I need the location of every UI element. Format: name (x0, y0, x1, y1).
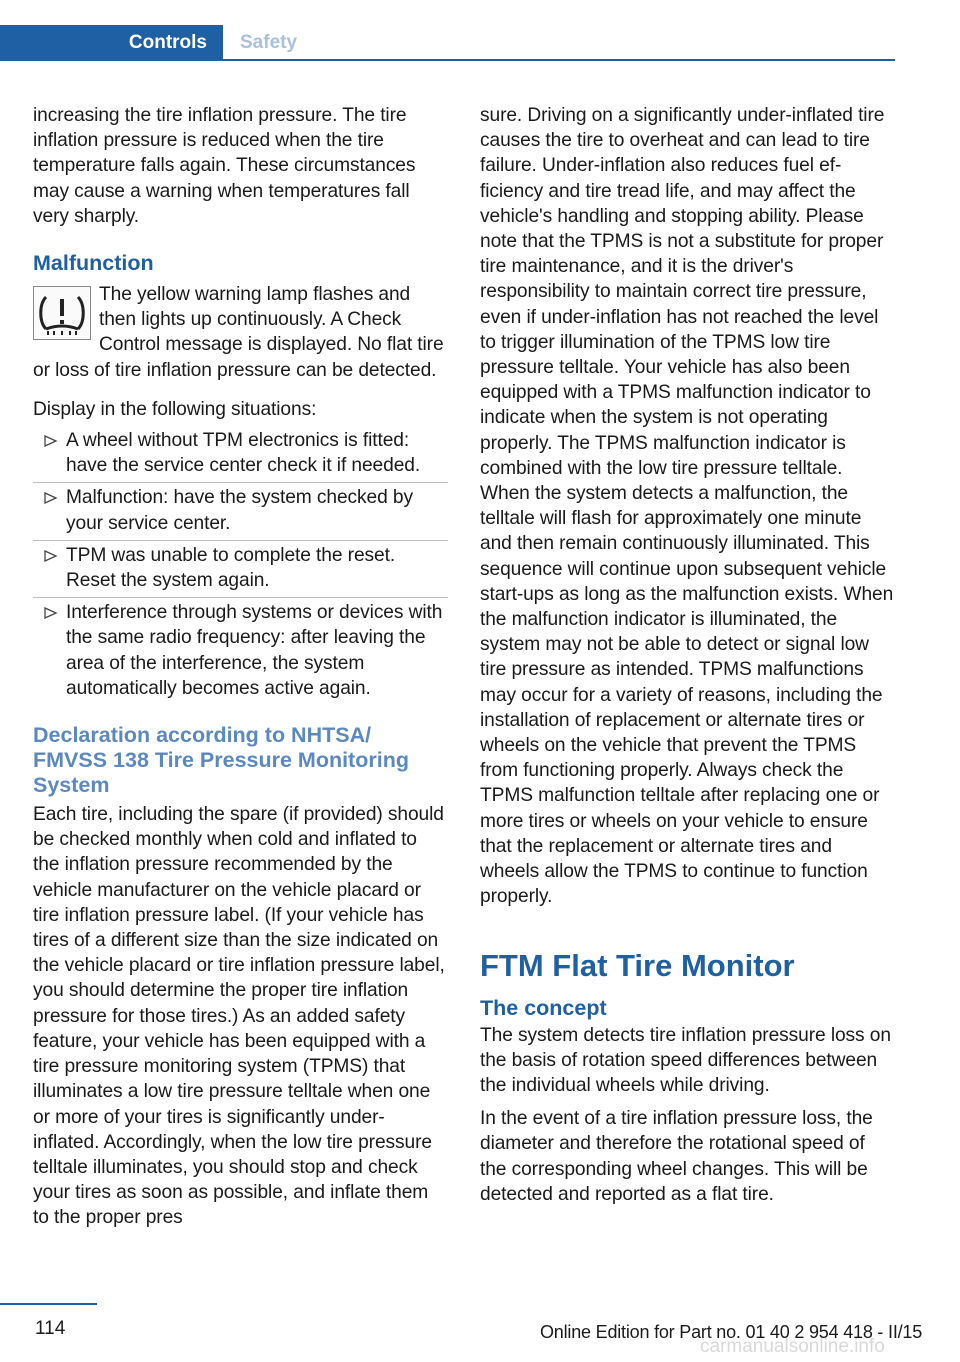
malfunction-text: The yellow warning lamp flashes and then lights up continuously. A Check Control message is displayed. No flat tire or loss of tire inflation pressure can be detected. (33, 284, 444, 381)
declaration-text: Each tire, including the spare (if provided) should be checked monthly when cold and inflated to the inflation pressure recommended by the vehicle manufacturer on the vehicle placard or tire inflation pressure label. (If your vehicle has tires of a different size than the size indicated on the vehicle placard or tire inflation pressure label, you should determine the proper tire inflation pressure for those tires.) As an added safety feature, your vehicle has been equipped with a tire pressure monitoring system (TPMS) that illuminates a low tire pressure telltale when one or more of your tires is significantly under-inflated. Accordingly, when the low tire pressure telltale illuminates, you should stop and check your tires as soon as possible, and inflate them to the proper pres (33, 804, 445, 1229)
concept-heading: The concept (480, 995, 607, 1020)
footer-rule (0, 1303, 97, 1305)
intro-paragraph: increasing the tire inflation pressure. The tire inflation pressure is reduced when the tire temperature falls again. These circumstances may cause a warning when temperatures fall very sharply. (33, 105, 416, 227)
header-bar (0, 25, 895, 61)
list-item: A wheel without TPM electronics is fitted: have the service center check it if needed. (33, 426, 448, 483)
continuation-paragraph: sure. Driving on a significantly under-inflated tire causes the tire to overheat and can lead to tire failure. Under-inflation also reduces fuel efficiency and tire tread life, and may affect the vehicle's handling and stopping ability. Please note that the TPMS is not a substitute for proper tire maintenance, and it is the driver's responsibility to maintain correct tire pressure, even if under-inflation has not reached the level to trigger illumination of the TPMS low tire pressure telltale. Your vehicle has also been equipped with a TPMS malfunction indicator to indicate when the system is not operating properly. The TPMS malfunction indicator is combined with the low tire pressure telltale. When the system detects a malfunction, the telltale will flash for approximately one minute and then remain continuously illuminated. This sequence will continue upon subsequent vehicle start-ups as long as the malfunction exists. When the malfunction indicator is illuminated, the system may not be able to detect or signal low tire pressure as intended. TPMS malfunctions may occur for a variety of reasons, including the installation of replacement or alternate tires or wheels on the vehicle that prevent the TPMS from functioning properly. Always check the TPMS malfunction telltale after replacing one or more tires or wheels on your vehicle to ensure that the replacement or alternate tires and wheels allow the TPMS to continue to function properly. (480, 105, 894, 908)
tab-safety[interactable]: Safety (240, 32, 298, 53)
ftm-heading: FTM Flat Tire Monitor (480, 947, 795, 983)
display-intro: Display in the following situations: (33, 398, 317, 420)
declaration-heading: Declaration according to NHTSA/ FMVSS 138 Tire Pressure Monitoring System (33, 723, 409, 798)
concept-text-1: The system detects tire inflation pressure loss on the basis of rotation speed differences between the individual wheels while driving. (480, 1024, 891, 1096)
page-number: 114 (35, 1318, 66, 1339)
list-item: Malfunction: have the system checked by your service center. (33, 483, 448, 540)
malfunction-heading: Malfunction (33, 251, 154, 276)
tire-pressure-warning-icon (33, 286, 91, 340)
right-column (480, 103, 895, 1215)
malfunction-block (33, 282, 448, 383)
list-item: Interference through systems or devices with the same radio frequency: after leaving the area of the interference, the system automatically becomes active again. (33, 598, 448, 705)
left-column (33, 103, 448, 1239)
list-item: TPM was unable to complete the reset. Reset the system again. (33, 541, 448, 598)
edition-text: Online Edition for Part no. 01 40 2 954 418 - II/15 (540, 1322, 923, 1342)
situations-list (33, 426, 448, 705)
tab-controls[interactable]: Controls (0, 25, 223, 61)
concept-text-2: In the event of a tire inflation pressure loss, the diameter and therefore the rotational speed of the corresponding wheel changes. This will be detected and reported as a flat tire. (480, 1108, 873, 1205)
watermark: carmanualsonline.info (700, 1336, 885, 1357)
